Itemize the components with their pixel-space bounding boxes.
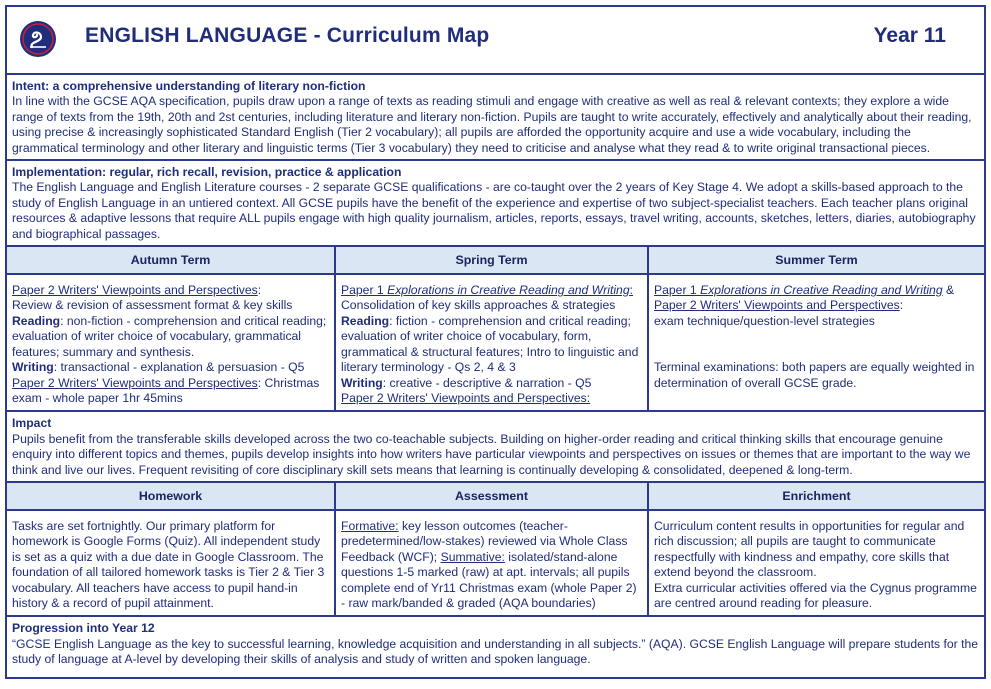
implementation-heading: Implementation: regular, rich recall, revision, practice & application: [12, 165, 402, 180]
spring-consolidation-line: Consolidation of key skills approaches & strategies: [341, 298, 616, 313]
summer-paper2-colon: :: [899, 298, 904, 313]
homework-text: Tasks are set fortnightly. Our primary platform for homework is Google Forms (Quiz). All independent study is set as a quiz with a due date in Google Classroom. The foundation of all tailored homework tasks is Tier 2 & Tier 3 vocabulary. All teachers have access to pupil hand-in history & a record of pupil attainment.: [12, 518, 325, 610]
summer-term-cell: [649, 275, 984, 410]
spring-writing-label: Writing: [341, 375, 383, 390]
autumn-exam-text: : Christmas exam - whole paper 1hr 45mins: [12, 375, 320, 405]
homework-cell: [7, 511, 336, 615]
intent-heading: Intent: a comprehensive understanding of literary non-fiction: [12, 79, 366, 93]
intent-body: In line with the GCSE AQA specification, pupils draw upon a range of texts as reading stimuli and engage with creative as well as real & relevant contexts; they explore a wide range of texts from the 19th, 20th and 2st centuries, including literature and literary non-fiction. Pupils are taught to write accurately, effectively and analytically about their reading, using precise & increasingly sophisticated Standard English (Tier 2 vocabulary); all pupils are afforded the opportunity acquire and use a wide vocabulary, including the grammatical terminology and other literary and linguistic terms (Tier 3 vocabulary) they need to criticise and analyse what they read & to write original transactional pieces.: [12, 94, 972, 155]
impact-body: Pupils benefit from the transferable skills developed across the two co-teachable subjects. Building on higher-order reading and critical thinking skills that encourage genuine enquiry into different topics and themes, pupils develop insights into how writers have particular viewpoints and perspectives on issues or themes that are important to the way we think and live our lives. Frequent revisiting of core disciplinary skill sets means that learning is continually developing & consolidated, deepened & long-term.: [12, 431, 971, 477]
spring-paper-colon: :: [629, 283, 633, 298]
autumn-term-header: Autumn Term: [7, 247, 336, 275]
terms-table: [7, 247, 984, 412]
enrichment-text-2: Extra curricular activities offered via the Cygnus programme are centred around reading for pleasure.: [654, 580, 977, 610]
autumn-writing-text: : transactional - explanation & persuasion - Q5: [53, 360, 305, 375]
impact-heading: Impact: [12, 416, 52, 431]
autumn-reading-label: Reading: [12, 313, 61, 328]
implementation-section: [7, 161, 984, 247]
school-crest-swan-logo: [19, 20, 57, 58]
autumn-paper-colon: :: [257, 283, 262, 298]
progression-section: [7, 617, 984, 670]
spring-paper-title: Explorations in Creative Reading and Writing: [387, 283, 630, 298]
progression-body: “GCSE English Language as the key to successful learning, knowledge acquisition and understanding in all subjects.” (AQA). GCSE English Language will prepare students for the study of language at A-level by developing their skills of analysis and study of written and spoken language.: [12, 636, 979, 667]
page-title: ENGLISH LANGUAGE - Curriculum Map: [85, 24, 490, 47]
autumn-term-cell: [7, 275, 336, 410]
homework-header: Homework: [7, 483, 336, 511]
impact-section: [7, 412, 984, 483]
formative-text: key lesson outcomes (teacher-predetermined/low-stakes) reviewed via Whole Class Feedback (WCF);: [341, 518, 628, 564]
spring-term-header: Spring Term: [336, 247, 649, 275]
spring-reading-text: : fiction - comprehension and critical reading; evaluation of writer choice of vocabulary, form, grammatical & structural features; Intro to linguistic and literary terminology - Qs 2, 4 & 3: [341, 313, 639, 375]
enrichment-header: Enrichment: [649, 483, 984, 511]
summer-term-header: Summer Term: [649, 247, 984, 275]
autumn-writing-label: Writing: [12, 360, 54, 375]
autumn-review-line: Review & revision of assessment format & key skills: [12, 298, 293, 313]
summer-paper-title: Explorations in Creative Reading and Writing: [700, 283, 943, 298]
spring-paper2-title: Paper 2 Writers' Viewpoints and Perspectives: [341, 390, 587, 405]
autumn-exam-paper-title: Paper 2 Writers' Viewpoints and Perspectives: [12, 375, 258, 390]
summative-text: isolated/stand-alone questions 1-5 marked (raw) at apt. intervals; all pupils complete end of Yr11 Christmas exam (whole Paper 2) - raw mark/banded & graded (AQA boundaries): [341, 549, 637, 610]
summative-label: Summative:: [440, 549, 505, 564]
summer-paper2-title: Paper 2 Writers' Viewpoints and Perspectives: [654, 298, 900, 313]
summer-terminal-exams: Terminal examinations: both papers are equally weighted in determination of overall GCSE grade.: [654, 360, 975, 390]
spring-paper2-colon: :: [586, 390, 591, 405]
intent-section: [7, 75, 984, 161]
spring-reading-label: Reading: [341, 313, 390, 328]
assessment-cell: [336, 511, 649, 615]
spring-paper-prefix: Paper 1: [341, 283, 388, 298]
extras-table: [7, 483, 984, 617]
summer-paper-amp: &: [942, 283, 955, 298]
enrichment-text-1: Curriculum content results in opportunities for regular and rich discussion; all pupils are taught to communicate respectfully with kindness and empathy, core skills that extend beyond the classroom.: [654, 518, 965, 580]
curriculum-map-page: [5, 5, 986, 679]
summer-exam-technique: exam technique/question-level strategies: [654, 313, 875, 328]
autumn-reading-text: : non-fiction - comprehension and critical reading; evaluation of writer choice of vocabulary, grammatical features; summary and synthesis.: [12, 313, 327, 359]
summer-paper-prefix: Paper 1: [654, 283, 701, 298]
assessment-header: Assessment: [336, 483, 649, 511]
autumn-paper-title: Paper 2 Writers' Viewpoints and Perspectives: [12, 283, 258, 298]
progression-heading: Progression into Year 12: [12, 621, 155, 636]
implementation-body: The English Language and English Literature courses - 2 separate GCSE qualifications - are co-taught over the 2 years of Key Stage 4. We adopt a skills-based approach to the study of English Language in an untiered context. All GCSE pupils have the benefit of the experience and expertise of two subject-specialist teachers. Each teacher plans original resources & adaptive lessons that require ALL pupils engage with high quality journalism, articles, reports, essays, travel writing, accounts, sketches, letters, diaries, autobiography and biographical passages.: [12, 180, 976, 241]
spring-term-cell: [336, 275, 649, 410]
page-header: [7, 7, 984, 75]
formative-label: Formative:: [341, 518, 399, 533]
year-label: Year 11: [873, 24, 946, 47]
enrichment-cell: [649, 511, 984, 615]
spring-writing-text: : creative - descriptive & narration - Q5: [382, 375, 592, 390]
